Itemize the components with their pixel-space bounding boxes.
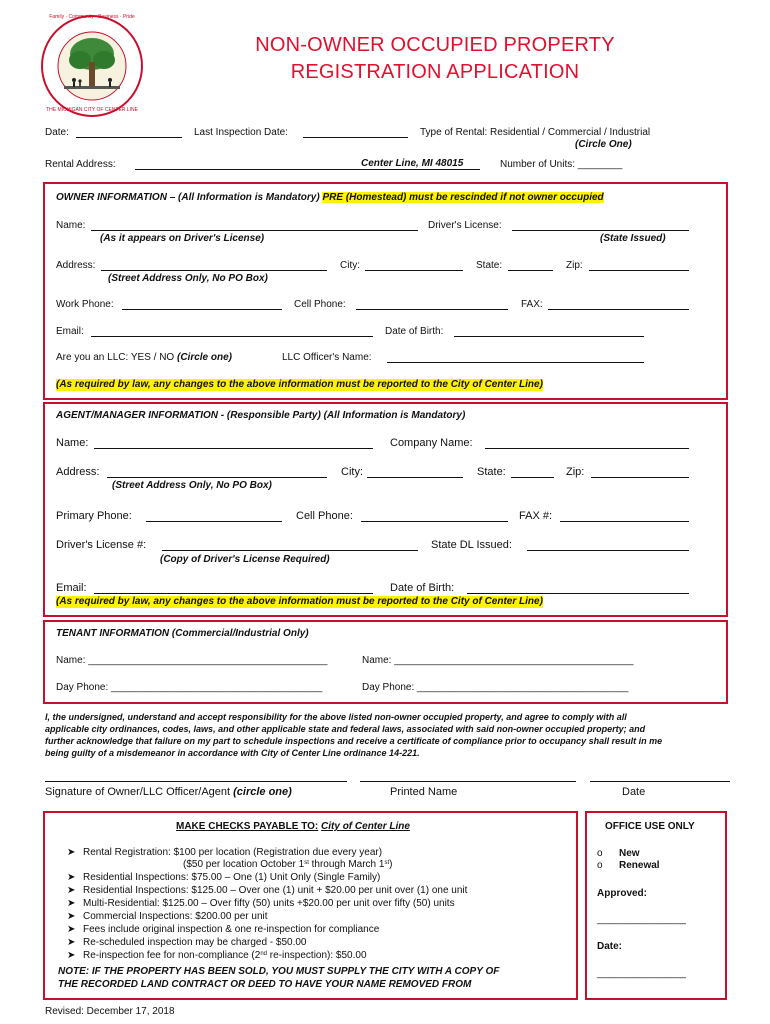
agent-name-field[interactable] bbox=[94, 448, 373, 449]
bullet-arrow-icon: ➤ bbox=[67, 924, 76, 935]
office-option-renewal[interactable] bbox=[597, 860, 660, 872]
bullet-arrow-icon: ➤ bbox=[67, 911, 76, 922]
owner-section-heading bbox=[56, 192, 604, 204]
bullet-arrow-icon: ➤ bbox=[67, 898, 76, 909]
signature-label bbox=[45, 786, 292, 799]
signature-label-text: Signature of Owner/LLC Officer/Agent bbox=[45, 786, 231, 798]
rental-type-label[interactable]: Type of Rental: Residential / Commercial / Industrial bbox=[420, 127, 651, 138]
fee-item-residential-multi-unit bbox=[67, 885, 467, 897]
fees-heading bbox=[176, 821, 410, 833]
rental-city-state: Center Line, MI 48015 bbox=[361, 158, 464, 169]
bullet-arrow-icon: ➤ bbox=[67, 950, 76, 961]
owner-zip-label: Zip: bbox=[566, 260, 583, 271]
owner-law-note: (As required by law, any changes to the above information must be reported to the City of Center Line) bbox=[56, 379, 543, 390]
sold-note-line-2: THE RECORDED LAND CONTRACT OR DEED TO HAVE YOUR NAME REMOVED FROM bbox=[58, 979, 472, 990]
fee-item-text: Multi-Residential: $125.00 – Over fifty (50) units +$20.00 per unit over fifty (50) units bbox=[83, 898, 455, 909]
fee-item-commercial bbox=[67, 911, 268, 923]
agent-address-field[interactable] bbox=[107, 477, 327, 478]
date-field[interactable] bbox=[76, 137, 182, 138]
bullet-arrow-icon: ➤ bbox=[67, 847, 76, 858]
agent-cell-phone-field[interactable] bbox=[361, 521, 508, 522]
agent-email-label: Email: bbox=[56, 582, 87, 594]
agent-information-section bbox=[43, 402, 728, 617]
agent-section-heading: AGENT/MANAGER INFORMATION - (Responsible Party) (All Information is Mandatory) bbox=[56, 410, 466, 421]
office-option-renewal-label: Renewal bbox=[619, 860, 660, 871]
certification-line-1: I, the undersigned, understand and accept responsibility for the above listed non-owner occupied property, and agree to comply with all bbox=[45, 712, 627, 722]
reinspect-text-a: Re-inspection fee for non-compliance (2 bbox=[83, 950, 261, 961]
fee-sub-text-a: ($50 per location October 1 bbox=[183, 859, 305, 870]
checks-payee: City of Center Line bbox=[321, 821, 410, 832]
agent-address-label: Address: bbox=[56, 466, 100, 478]
office-approved-label: Approved: bbox=[597, 888, 647, 899]
circle-bullet-icon: o bbox=[597, 848, 603, 859]
fee-item-registration-sub bbox=[183, 859, 392, 871]
office-approved-field[interactable]: ________________ bbox=[597, 914, 686, 925]
pre-homestead-note: PRE (Homestead) must be rescinded if not owner occupied bbox=[322, 192, 604, 203]
signature-circle-note: (circle one) bbox=[233, 786, 292, 798]
page-title-line1: NON-OWNER OCCUPIED PROPERTY bbox=[255, 34, 615, 56]
owner-heading-text: OWNER INFORMATION – (All Information is Mandatory) bbox=[56, 192, 320, 203]
circle-bullet-icon: o bbox=[597, 860, 603, 871]
reinspect-sup: nd bbox=[260, 951, 268, 957]
signature-date-field[interactable] bbox=[590, 781, 730, 782]
agent-address-hint: (Street Address Only, No PO Box) bbox=[112, 480, 272, 491]
owner-address-label: Address: bbox=[56, 260, 96, 271]
fee-item-text: Rental Registration: $100 per location (Registration due every year) bbox=[83, 847, 383, 858]
fee-item-text: Residential Inspections: $125.00 – Over one (1) unit + $20.00 per unit over (1) one unit bbox=[83, 885, 468, 896]
tenant-name-field-1[interactable]: Name: ___________________________________________ bbox=[56, 655, 328, 666]
rental-type-circle-note: (Circle One) bbox=[575, 139, 632, 150]
owner-email-label: Email: bbox=[56, 326, 84, 337]
owner-name-hint: (As it appears on Driver's License) bbox=[100, 233, 265, 244]
office-option-new-label: New bbox=[619, 848, 640, 859]
owner-address-field[interactable] bbox=[101, 270, 327, 271]
printed-name-field[interactable] bbox=[360, 781, 576, 782]
city-seal bbox=[40, 14, 144, 118]
fee-item-registration bbox=[67, 847, 382, 859]
owner-dob-field[interactable] bbox=[454, 336, 644, 337]
owner-city-label: City: bbox=[340, 260, 360, 271]
agent-state-dl-field[interactable] bbox=[527, 550, 689, 551]
fee-sub-text-b: through March 1 bbox=[308, 859, 385, 870]
signature-date-label: Date bbox=[622, 786, 646, 798]
agent-zip-field[interactable] bbox=[591, 477, 689, 478]
checks-payable-label: MAKE CHECKS PAYABLE TO: bbox=[176, 821, 319, 832]
tenant-phone-field-1[interactable]: Day Phone: ______________________________________ bbox=[56, 682, 323, 693]
owner-llc-label: Are you an LLC: YES / NO bbox=[56, 352, 175, 363]
office-option-new[interactable] bbox=[597, 848, 640, 860]
fee-item-reinspection bbox=[67, 950, 367, 962]
owner-license-hint: (State Issued) bbox=[600, 233, 666, 244]
sold-note-line-1: NOTE: IF THE PROPERTY HAS BEEN SOLD, YOU MUST SUPPLY THE CITY WITH A COPY OF bbox=[58, 966, 500, 977]
fee-item-rescheduled bbox=[67, 937, 306, 949]
owner-cell-phone-field[interactable] bbox=[356, 309, 508, 310]
bullet-arrow-icon: ➤ bbox=[67, 885, 76, 896]
tenant-phone-field-2[interactable]: Day Phone: ______________________________________ bbox=[362, 682, 629, 693]
agent-state-dl-label: State DL Issued: bbox=[431, 539, 512, 551]
owner-cell-phone-label: Cell Phone: bbox=[294, 299, 346, 310]
owner-address-hint: (Street Address Only, No PO Box) bbox=[108, 273, 268, 284]
last-inspection-field[interactable] bbox=[303, 137, 408, 138]
number-of-units-field[interactable]: Number of Units: ________ bbox=[500, 159, 623, 170]
fee-item-text: Residential Inspections: $75.00 – One (1) Unit Only (Single Family) bbox=[83, 872, 381, 883]
certification-line-2: applicable city ordinances, codes, laws, and other applicable state and federal laws, associated with said non-owner occupied property; and bbox=[45, 724, 646, 734]
office-use-heading: OFFICE USE ONLY bbox=[605, 821, 695, 832]
owner-license-field[interactable] bbox=[512, 230, 689, 231]
bullet-arrow-icon: ➤ bbox=[67, 937, 76, 948]
agent-zip-label: Zip: bbox=[566, 466, 585, 478]
owner-work-phone-field[interactable] bbox=[122, 309, 282, 310]
owner-dob-label: Date of Birth: bbox=[385, 326, 444, 337]
owner-name-label: Name: bbox=[56, 220, 86, 231]
agent-state-label: State: bbox=[477, 466, 506, 478]
bullet-arrow-icon: ➤ bbox=[67, 872, 76, 883]
agent-email-field[interactable] bbox=[94, 593, 373, 594]
agent-license-label: Driver's License #: bbox=[56, 539, 147, 551]
agent-license-field[interactable] bbox=[162, 550, 418, 551]
last-inspection-label: Last Inspection Date: bbox=[194, 127, 288, 138]
fee-item-text: Fees include original inspection & one re-inspection for compliance bbox=[83, 924, 380, 935]
owner-license-label: Driver's License: bbox=[428, 220, 502, 231]
owner-state-label: State: bbox=[476, 260, 503, 271]
agent-state-field[interactable] bbox=[511, 477, 554, 478]
fee-sub-sup-2: st bbox=[384, 860, 390, 866]
seal-motto: Family · Community · Business · Pride bbox=[49, 14, 135, 20]
fee-item-includes bbox=[67, 924, 379, 936]
rental-address-label: Rental Address: bbox=[45, 159, 116, 170]
agent-company-label: Company Name: bbox=[390, 437, 473, 449]
fee-item-multi-residential bbox=[67, 898, 455, 910]
fee-item-text: Re-scheduled inspection may be charged - $50.00 bbox=[83, 937, 307, 948]
agent-fax-label: FAX #: bbox=[519, 510, 553, 522]
printed-name-label: Printed Name bbox=[390, 786, 458, 798]
fee-item-text: Commercial Inspections: $200.00 per unit bbox=[83, 911, 268, 922]
owner-state-field[interactable] bbox=[508, 270, 553, 271]
fee-sub-text-c: ) bbox=[389, 859, 393, 870]
agent-company-field[interactable] bbox=[485, 448, 689, 449]
office-date-field[interactable]: ________________ bbox=[597, 968, 686, 979]
owner-llc-circle-note: (Circle one) bbox=[177, 352, 233, 363]
owner-name-field[interactable] bbox=[91, 230, 418, 231]
office-date-label: Date: bbox=[597, 941, 623, 952]
owner-information-section bbox=[43, 182, 728, 400]
certification-line-3: further acknowledge that failure on my part to schedule inspections and receive a certificate of compliance prior to occupancy shall result in me bbox=[45, 736, 663, 746]
reinspect-text-b: re-inspection): $50.00 bbox=[267, 950, 367, 961]
agent-dob-field[interactable] bbox=[467, 593, 689, 594]
owner-llc-question[interactable] bbox=[56, 352, 232, 364]
agent-primary-phone-label: Primary Phone: bbox=[56, 510, 132, 522]
tenant-section-heading: TENANT INFORMATION (Commercial/Industrial Only) bbox=[56, 628, 309, 639]
page-title-line2: REGISTRATION APPLICATION bbox=[290, 61, 580, 83]
fee-item-residential-single bbox=[67, 872, 380, 884]
llc-officer-label: LLC Officer's Name: bbox=[282, 352, 372, 363]
agent-dob-label: Date of Birth: bbox=[390, 582, 455, 594]
owner-zip-field[interactable] bbox=[589, 270, 689, 271]
agent-city-label: City: bbox=[341, 466, 363, 478]
agent-primary-phone-field[interactable] bbox=[146, 521, 282, 522]
owner-fax-field[interactable] bbox=[548, 309, 689, 310]
agent-fax-field[interactable] bbox=[560, 521, 689, 522]
llc-officer-field[interactable] bbox=[387, 362, 644, 363]
certification-line-4: being guilty of a misdemeanor in accordance with City of Center Line ordinance 14-221. bbox=[45, 748, 420, 758]
owner-fax-label: FAX: bbox=[521, 299, 543, 310]
seal-city-name: THE MICHIGAN CITY OF CENTER LINE bbox=[46, 107, 138, 113]
agent-name-label: Name: bbox=[56, 437, 89, 449]
fee-sub-sup-1: st bbox=[304, 860, 309, 866]
revised-date: Revised: December 17, 2018 bbox=[45, 1006, 175, 1017]
agent-cell-phone-label: Cell Phone: bbox=[296, 510, 353, 522]
agent-city-field[interactable] bbox=[367, 477, 463, 478]
tenant-name-field-2[interactable]: Name: ___________________________________________ bbox=[362, 655, 634, 666]
owner-email-field[interactable] bbox=[91, 336, 373, 337]
owner-work-phone-label: Work Phone: bbox=[56, 299, 114, 310]
owner-city-field[interactable] bbox=[365, 270, 463, 271]
agent-law-note: (As required by law, any changes to the above information must be reported to the City of Center Line) bbox=[56, 596, 543, 607]
signature-field[interactable] bbox=[45, 781, 347, 782]
date-label: Date: bbox=[45, 127, 69, 138]
agent-license-hint: (Copy of Driver's License Required) bbox=[160, 554, 330, 565]
